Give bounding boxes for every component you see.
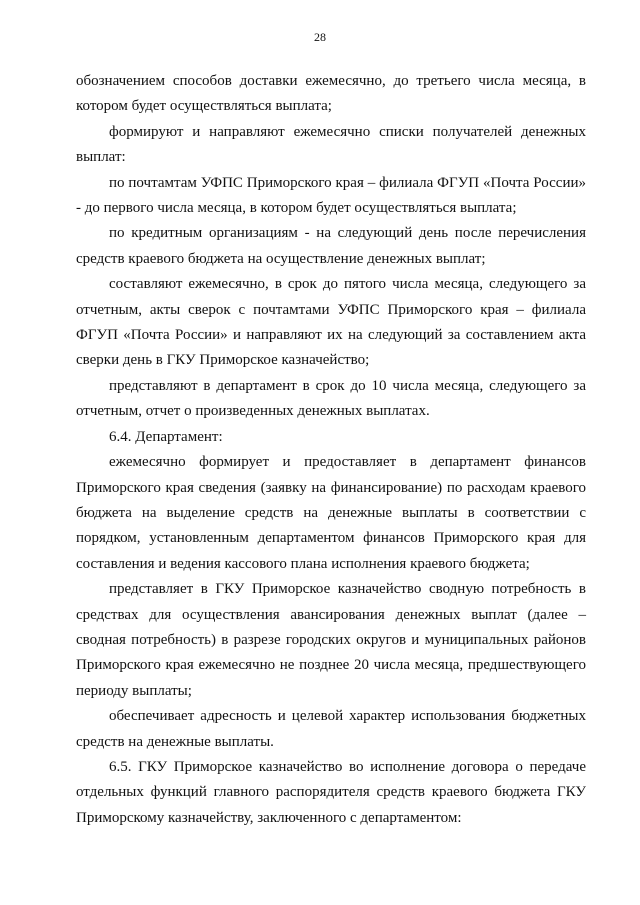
page-number: 28 [314,30,326,44]
paragraph-report-to-department: представляют в департамент в срок до 10 числа месяца, следующего за отчетным, отчет о произведенных денежных выплатах. [76,377,586,420]
paragraph-financing-request: ежемесячно формирует и предоставляет в департамент финансов Приморского края сведения (заявку на финансирование) по расходам краевого бюджета на выделение средств на денежные выплаты в соответствии с порядком, установленным департаментом финансов Приморского края для составления и ведения кассового плана исполнения краевого бюджета; [76,454,586,572]
section-heading-6-5: 6.5. ГКУ Приморское казначейство во исполнение договора о передаче отдельных функций главного распорядителя средств краевого бюджета ГКУ Приморскому казначейству, заключенного с департаментом: [76,758,586,826]
paragraph-post-offices: по почтамтам УФПС Приморского края – филиала ФГУП «Почта России» - до первого числа месяца, в котором будет осуществляться выплата; [76,174,586,217]
paragraph-reconciliation-acts: составляют ежемесячно, в срок до пятого числа месяца, следующего за отчетным, акты сверок с почтамтами УФПС Приморского края – филиала ФГУП «Почта России» и направляют их на следующий за составлением акта сверки день в ГКУ Приморское казначейство; [76,276,586,369]
document-body [76,69,586,831]
paragraph-recipient-lists: формируют и направляют ежемесячно списки получателей денежных выплат: [76,123,586,166]
section-heading-6-4: 6.4. Департамент: [109,428,223,445]
paragraph-targeted-use: обеспечивает адресность и целевой характер использования бюджетных средств на денежные выплаты. [76,708,586,750]
paragraph-consolidated-need: представляет в ГКУ Приморское казначейство сводную потребность в средствах для осуществления авансирования денежных выплат (далее – сводная потребность) в разрезе городских округов и муниципальных районов Приморского края ежемесячно не позднее 20 числа месяца, предшествующего периоду выплаты; [76,581,586,699]
paragraph-credit-organizations: по кредитным организациям - на следующий день после перечисления средств краевого бюджета на осуществление денежных выплат; [76,225,586,267]
paragraph-delivery-methods: обозначением способов доставки ежемесячно, до третьего числа месяца, в котором будет осуществляться выплата; [76,73,586,115]
